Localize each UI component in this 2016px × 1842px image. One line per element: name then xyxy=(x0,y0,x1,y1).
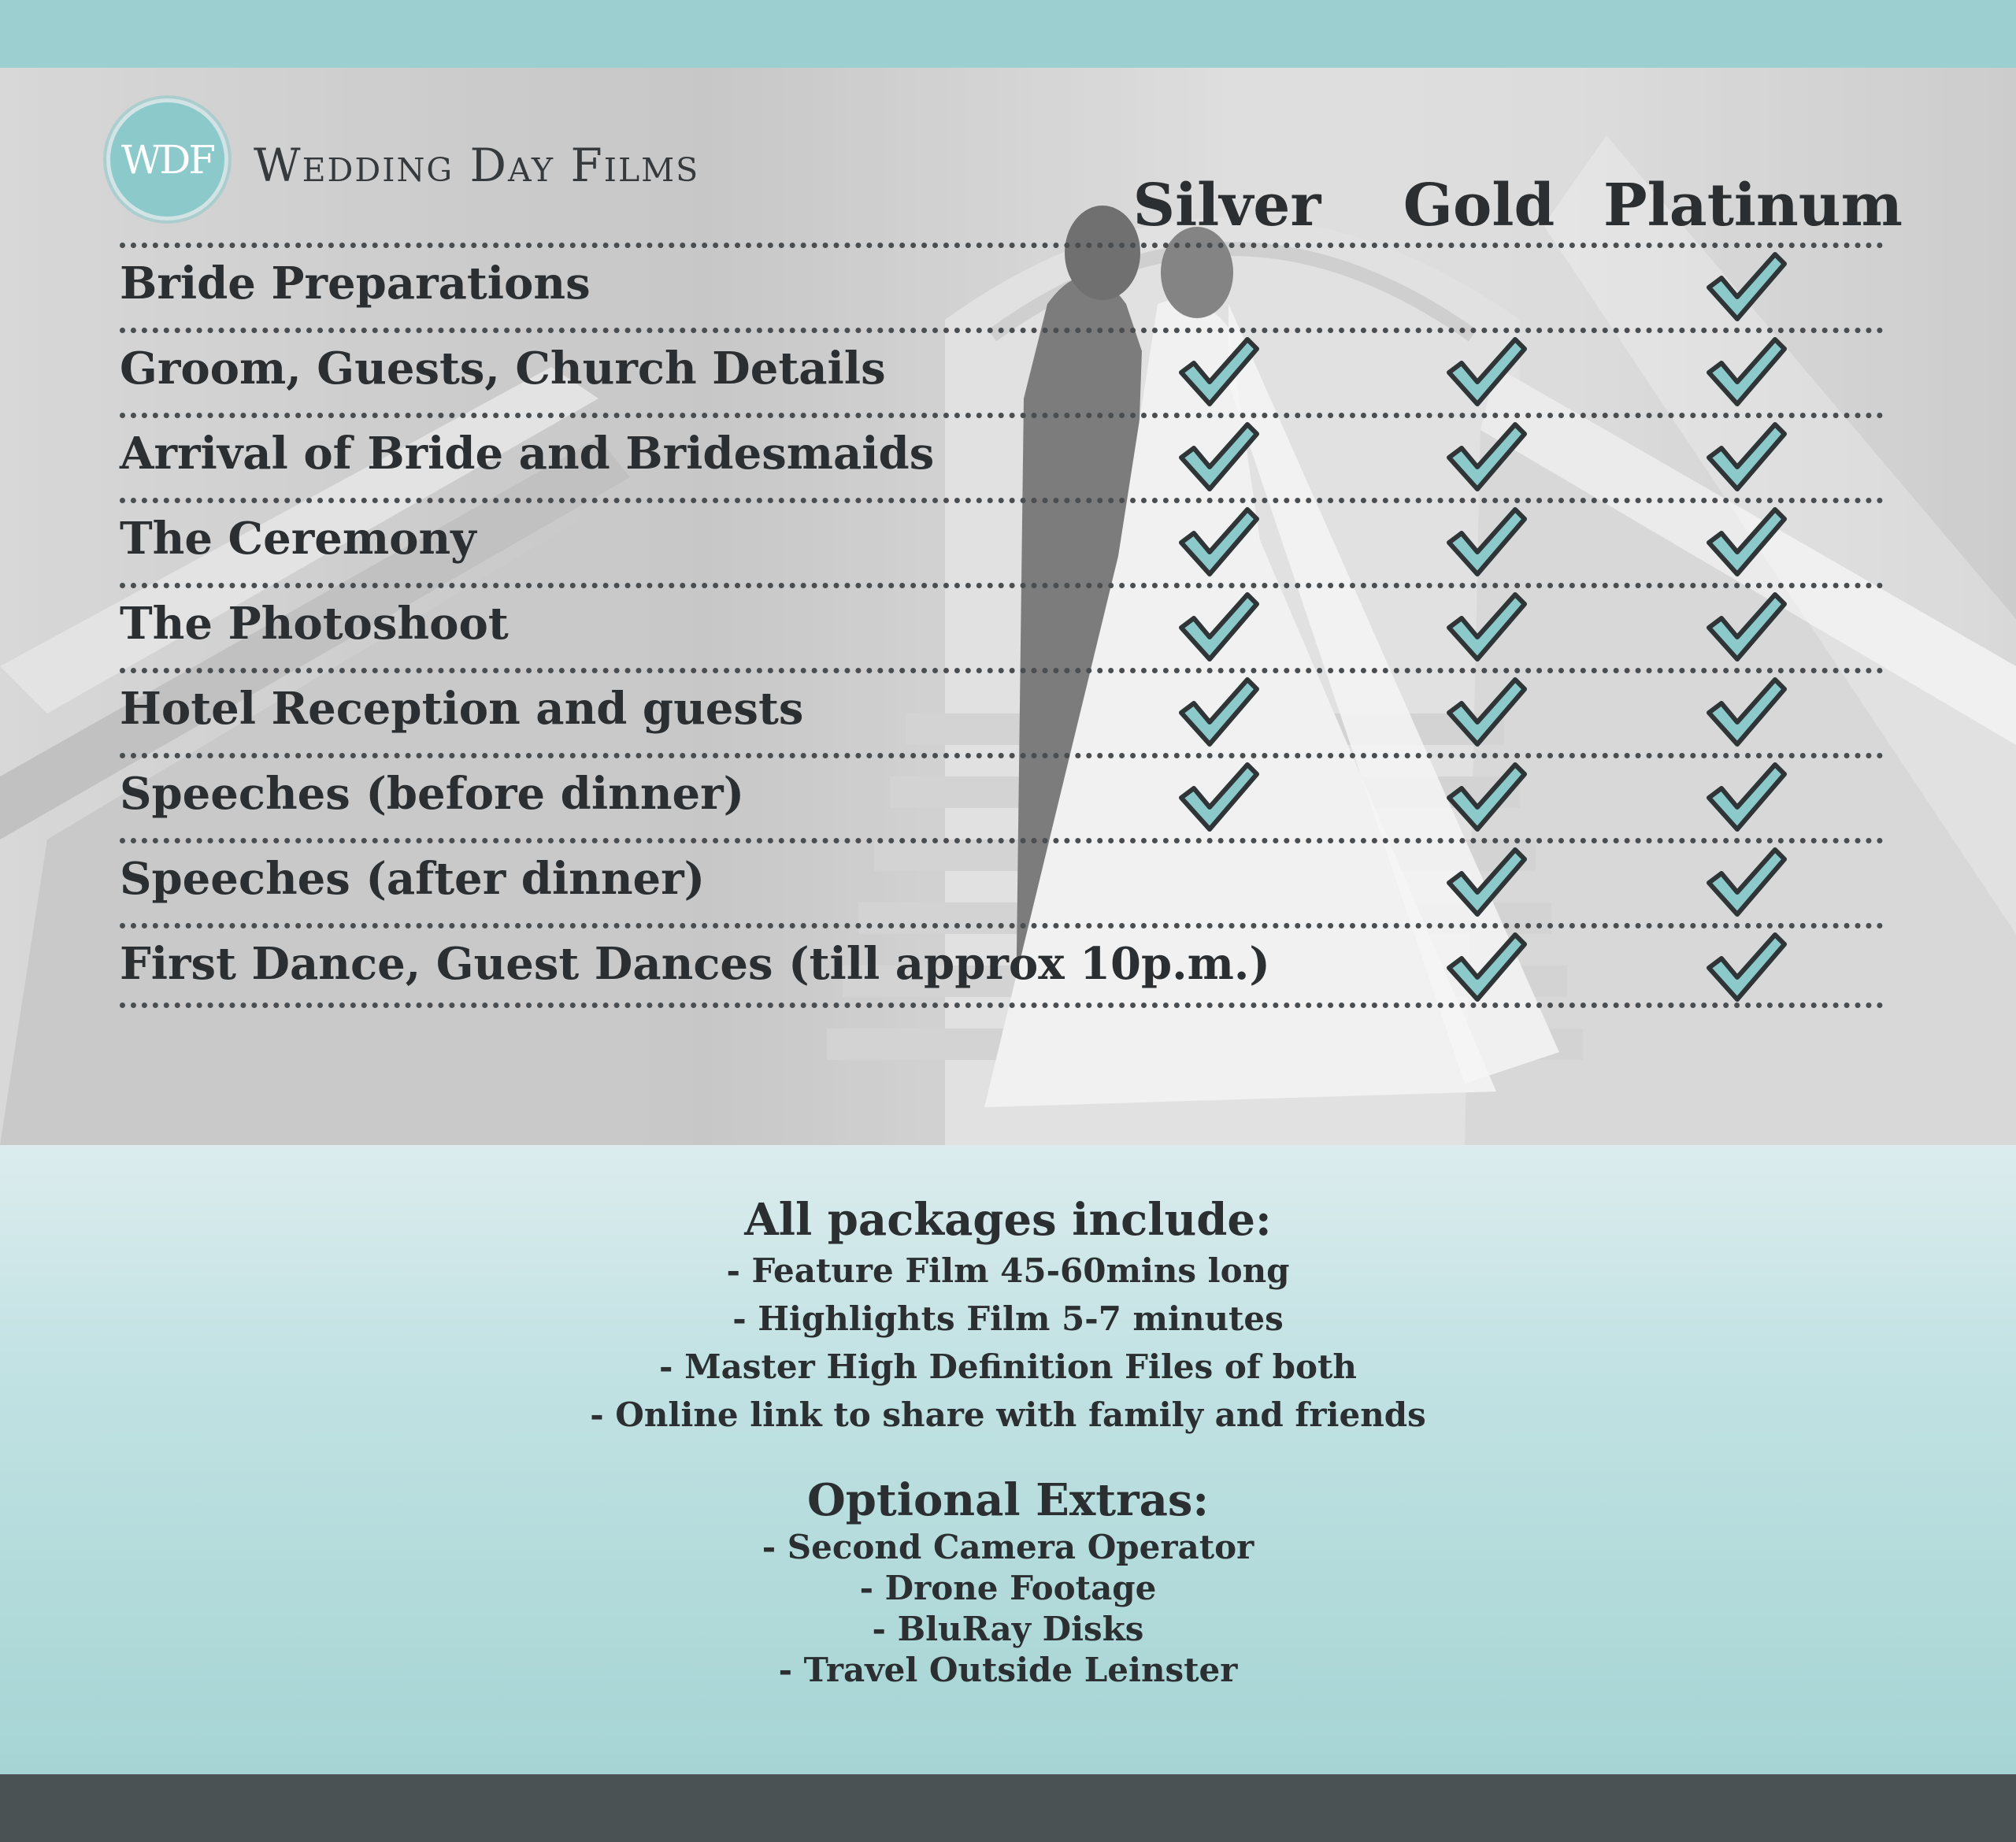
footer-bar xyxy=(0,1774,2016,1842)
check-icon xyxy=(1703,418,1789,495)
includes-item: - Online link to share with family and friends xyxy=(590,1395,1426,1435)
includes-item: - Master High Definition Files of both xyxy=(659,1347,1357,1387)
row-label: Speeches (after dinner) xyxy=(120,853,706,905)
check-icon xyxy=(1703,503,1789,580)
check-icon xyxy=(1703,843,1789,921)
check-icon xyxy=(1443,503,1529,580)
extras-title: Optional Extras: xyxy=(806,1474,1210,1526)
row-label: The Ceremony xyxy=(120,513,476,565)
column-header-gold: Gold xyxy=(1403,172,1555,239)
table-row xyxy=(120,328,1884,413)
extras-item: - BluRay Disks xyxy=(872,1610,1144,1649)
check-icon xyxy=(1703,758,1789,836)
extras-item: - Drone Footage xyxy=(859,1569,1157,1608)
includes-item: - Feature Film 45-60mins long xyxy=(726,1251,1290,1291)
check-icon xyxy=(1703,588,1789,665)
extras-section xyxy=(0,1474,2016,1691)
table-row xyxy=(120,583,1884,668)
column-header-platinum: Platinum xyxy=(1603,172,1903,239)
includes-item: - Highlights Film 5-7 minutes xyxy=(732,1299,1284,1339)
includes-title: All packages include: xyxy=(744,1194,1272,1246)
check-icon xyxy=(1703,673,1789,751)
row-label: First Dance, Guest Dances (till approx 10p.m.) xyxy=(120,938,1270,990)
row-label: The Photoshoot xyxy=(120,598,509,650)
table-row xyxy=(120,923,1884,1008)
check-icon xyxy=(1175,503,1262,580)
table-row xyxy=(120,838,1884,923)
brand-name: Wedding Day Films xyxy=(254,139,700,192)
table-row xyxy=(120,668,1884,753)
includes-section xyxy=(0,1194,2016,1439)
table-row xyxy=(120,243,1884,328)
logo-text: WDF xyxy=(120,136,214,183)
check-icon xyxy=(1703,928,1789,1006)
row-label: Arrival of Bride and Bridesmaids xyxy=(120,428,935,480)
top-bar xyxy=(0,0,2016,68)
check-icon xyxy=(1443,928,1529,1006)
check-icon xyxy=(1443,333,1529,410)
package-comparison-table xyxy=(120,243,1884,1008)
check-icon xyxy=(1443,758,1529,836)
table-row xyxy=(120,498,1884,583)
check-icon xyxy=(1703,248,1789,325)
extras-item: - Second Camera Operator xyxy=(762,1528,1254,1567)
check-icon xyxy=(1175,588,1262,665)
check-icon xyxy=(1175,673,1262,751)
package-details-panel xyxy=(0,1145,2016,1774)
check-icon xyxy=(1443,588,1529,665)
row-label: Speeches (before dinner) xyxy=(120,768,745,820)
table-row xyxy=(120,753,1884,838)
row-label: Hotel Reception and guests xyxy=(120,683,804,735)
check-icon xyxy=(1175,418,1262,495)
check-icon xyxy=(1443,843,1529,921)
row-label: Bride Preparations xyxy=(120,258,591,309)
extras-item: - Travel Outside Leinster xyxy=(778,1651,1238,1690)
check-icon xyxy=(1703,333,1789,410)
check-icon xyxy=(1443,418,1529,495)
row-label: Groom, Guests, Church Details xyxy=(120,343,886,395)
check-icon xyxy=(1443,673,1529,751)
table-row xyxy=(120,413,1884,498)
check-icon xyxy=(1175,758,1262,836)
logo-badge xyxy=(110,102,224,217)
check-icon xyxy=(1175,333,1262,410)
column-header-silver: Silver xyxy=(1132,172,1321,239)
